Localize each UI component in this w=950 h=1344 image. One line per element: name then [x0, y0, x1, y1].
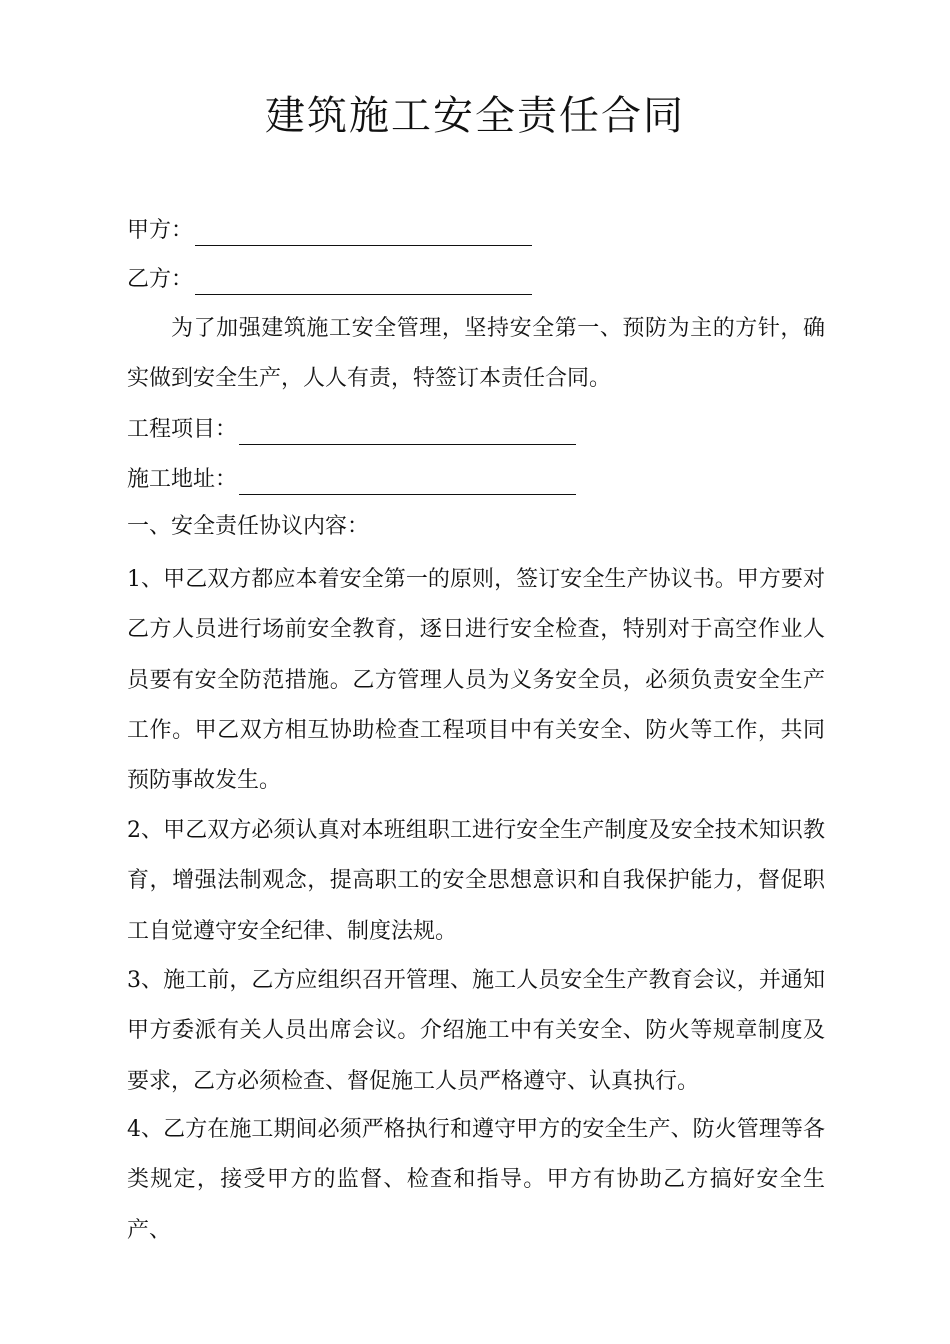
address-blank — [239, 468, 576, 495]
party-b-blank — [195, 268, 532, 295]
clause-2: 2、甲乙双方必须认真对本班组职工进行安全生产制度及安全技术知识教育，增强法制观念，提高职工的安全思想意识和自我保护能力，督促职工自觉遵守安全纪律、制度法规。 — [127, 818, 825, 944]
clause-3: 3、施工前，乙方应组织召开管理、施工人员安全生产教育会议，并通知甲方委派有关人员出席会议。介绍施工中有关安全、防火等规章制度及要求，乙方必须检查、督促施工人员严格遵守、认真执行。 — [127, 968, 825, 1094]
party-b-label: 乙方： — [127, 267, 194, 292]
address-label: 施工地址： — [127, 467, 238, 492]
project-blank — [239, 418, 576, 445]
section-heading: 一、安全责任协议内容： — [127, 514, 370, 539]
party-a-row — [127, 216, 532, 246]
project-row — [127, 415, 576, 445]
intro-paragraph: 为了加强建筑施工安全管理，坚持安全第一、预防为主的方针，确实做到安全生产，人人有责，特签订本责任合同。 — [127, 316, 825, 392]
clause-4: 4、乙方在施工期间必须严格执行和遵守甲方的安全生产、防火管理等各类规定，接受甲方的监督、检查和指导。甲方有协助乙方搞好安全生产、 — [127, 1117, 825, 1243]
party-a-label: 甲方： — [127, 218, 194, 243]
document-title: 建筑施工安全责任合同 — [265, 93, 685, 139]
address-row — [127, 465, 576, 495]
clause-1: 1、甲乙双方都应本着安全第一的原则，签订安全生产协议书。甲方要对乙方人员进行场前安全教育，逐日进行安全检查，特别对于高空作业人员要有安全防范措施。乙方管理人员为义务安全员，必须负责安全生产工作。甲乙双方相互协助检查工程项目中有关安全、防火等工作，共同预防事故发生。 — [127, 567, 825, 794]
party-b-row — [127, 265, 532, 295]
party-a-blank — [195, 219, 532, 246]
project-label: 工程项目： — [127, 417, 238, 442]
